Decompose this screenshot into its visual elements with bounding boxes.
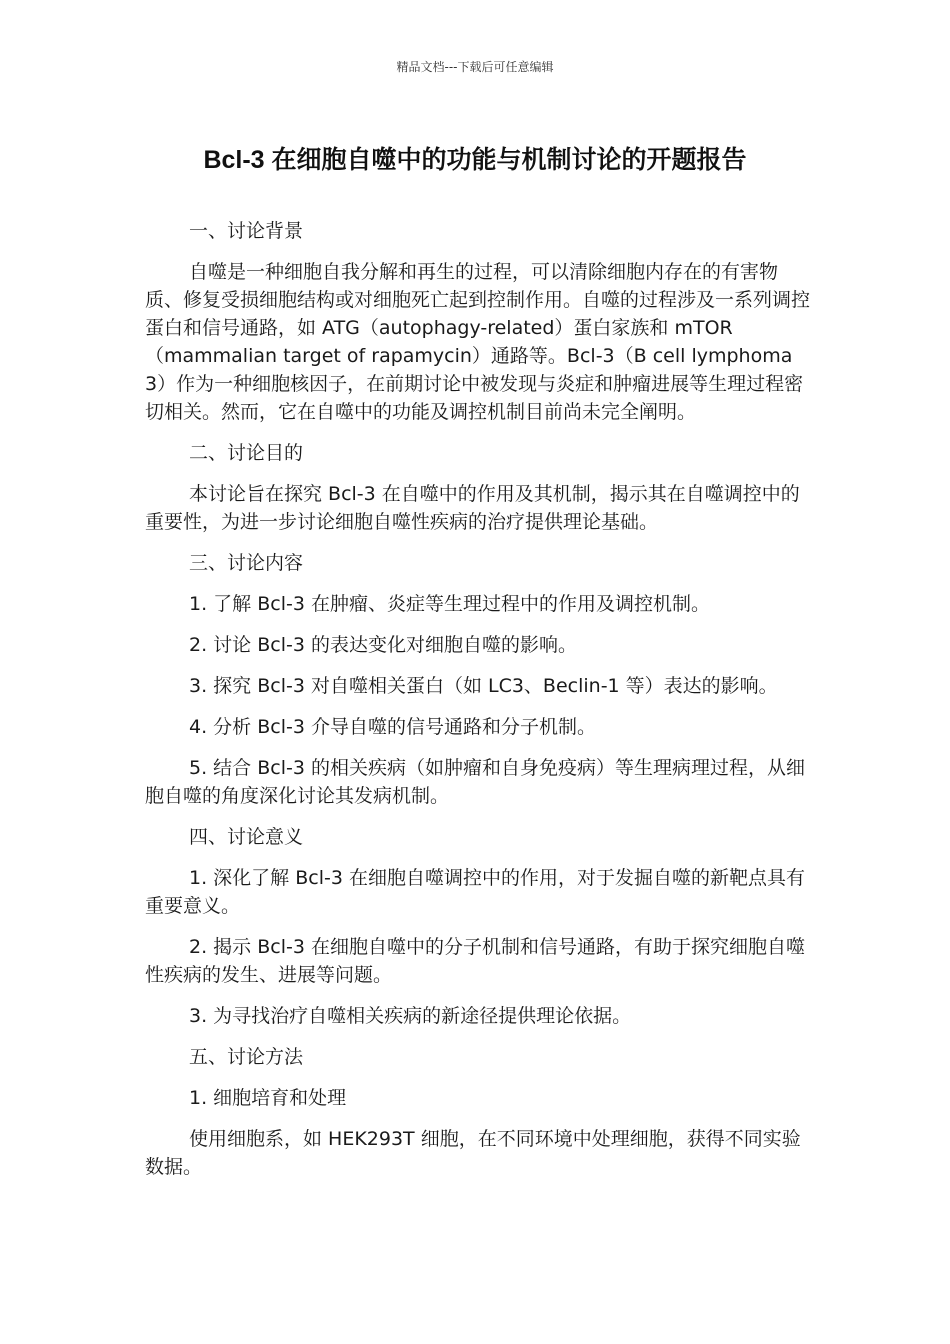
section-heading-background: 一、讨论背景 xyxy=(189,220,304,242)
header-note: 精品文档---下载后可任意编辑 xyxy=(396,60,554,74)
document-body xyxy=(145,217,815,1194)
document-title: Bcl-3 在细胞自噬中的功能与机制讨论的开题报告 xyxy=(203,146,747,174)
list-item: 4. 分析 Bcl-3 介导自噬的信号通路和分子机制。 xyxy=(189,716,596,738)
section-heading-methods: 五、讨论方法 xyxy=(189,1046,304,1068)
subsection-heading: 1. 细胞培育和处理 xyxy=(189,1087,347,1109)
list-item: 3. 探究 Bcl-3 对自噬相关蛋白（如 LC3、Beclin-1 等）表达的影响。 xyxy=(189,675,778,697)
paragraph-background: 自噬是一种细胞自我分解和再生的过程，可以清除细胞内存在的有害物质、修复受损细胞结构或对细胞死亡起到控制作用。自噬的过程涉及一系列调控蛋白和信号通路，如 ATG（autophagy-related）蛋白家族和 mTOR（mammalian target of rapamycin）通路等。Bcl-3（B cell lymphoma 3）作为一种细胞核因子，在前期讨论中被发现与炎症和肿瘤进展等生理过程密切相关。然而，它在自噬中的功能及调控机制目前尚未完全阐明。 xyxy=(145,261,811,423)
section-heading-purpose: 二、讨论目的 xyxy=(189,442,304,464)
section-heading-significance: 四、讨论意义 xyxy=(189,826,304,848)
list-item: 2. 讨论 Bcl-3 的表达变化对细胞自噬的影响。 xyxy=(189,634,577,656)
paragraph-methods: 使用细胞系，如 HEK293T 细胞，在不同环境中处理细胞，获得不同实验数据。 xyxy=(145,1128,801,1178)
paragraph-purpose: 本讨论旨在探究 Bcl-3 在自噬中的作用及其机制，揭示其在自噬调控中的重要性，为进一步讨论细胞自噬性疾病的治疗提供理论基础。 xyxy=(145,483,800,533)
list-item: 3. 为寻找治疗自噬相关疾病的新途径提供理论依据。 xyxy=(189,1005,632,1027)
list-item: 1. 深化了解 Bcl-3 在细胞自噬调控中的作用，对于发掘自噬的新靶点具有重要意义。 xyxy=(145,867,805,917)
list-item: 1. 了解 Bcl-3 在肿瘤、炎症等生理过程中的作用及调控机制。 xyxy=(189,593,710,615)
list-item: 2. 揭示 Bcl-3 在细胞自噬中的分子机制和信号通路，有助于探究细胞自噬性疾病的发生、进展等问题。 xyxy=(145,936,805,986)
list-item: 5. 结合 Bcl-3 的相关疾病（如肿瘤和自身免疫病）等生理病理过程，从细胞自噬的角度深化讨论其发病机制。 xyxy=(145,757,805,807)
section-heading-content: 三、讨论内容 xyxy=(189,552,304,574)
